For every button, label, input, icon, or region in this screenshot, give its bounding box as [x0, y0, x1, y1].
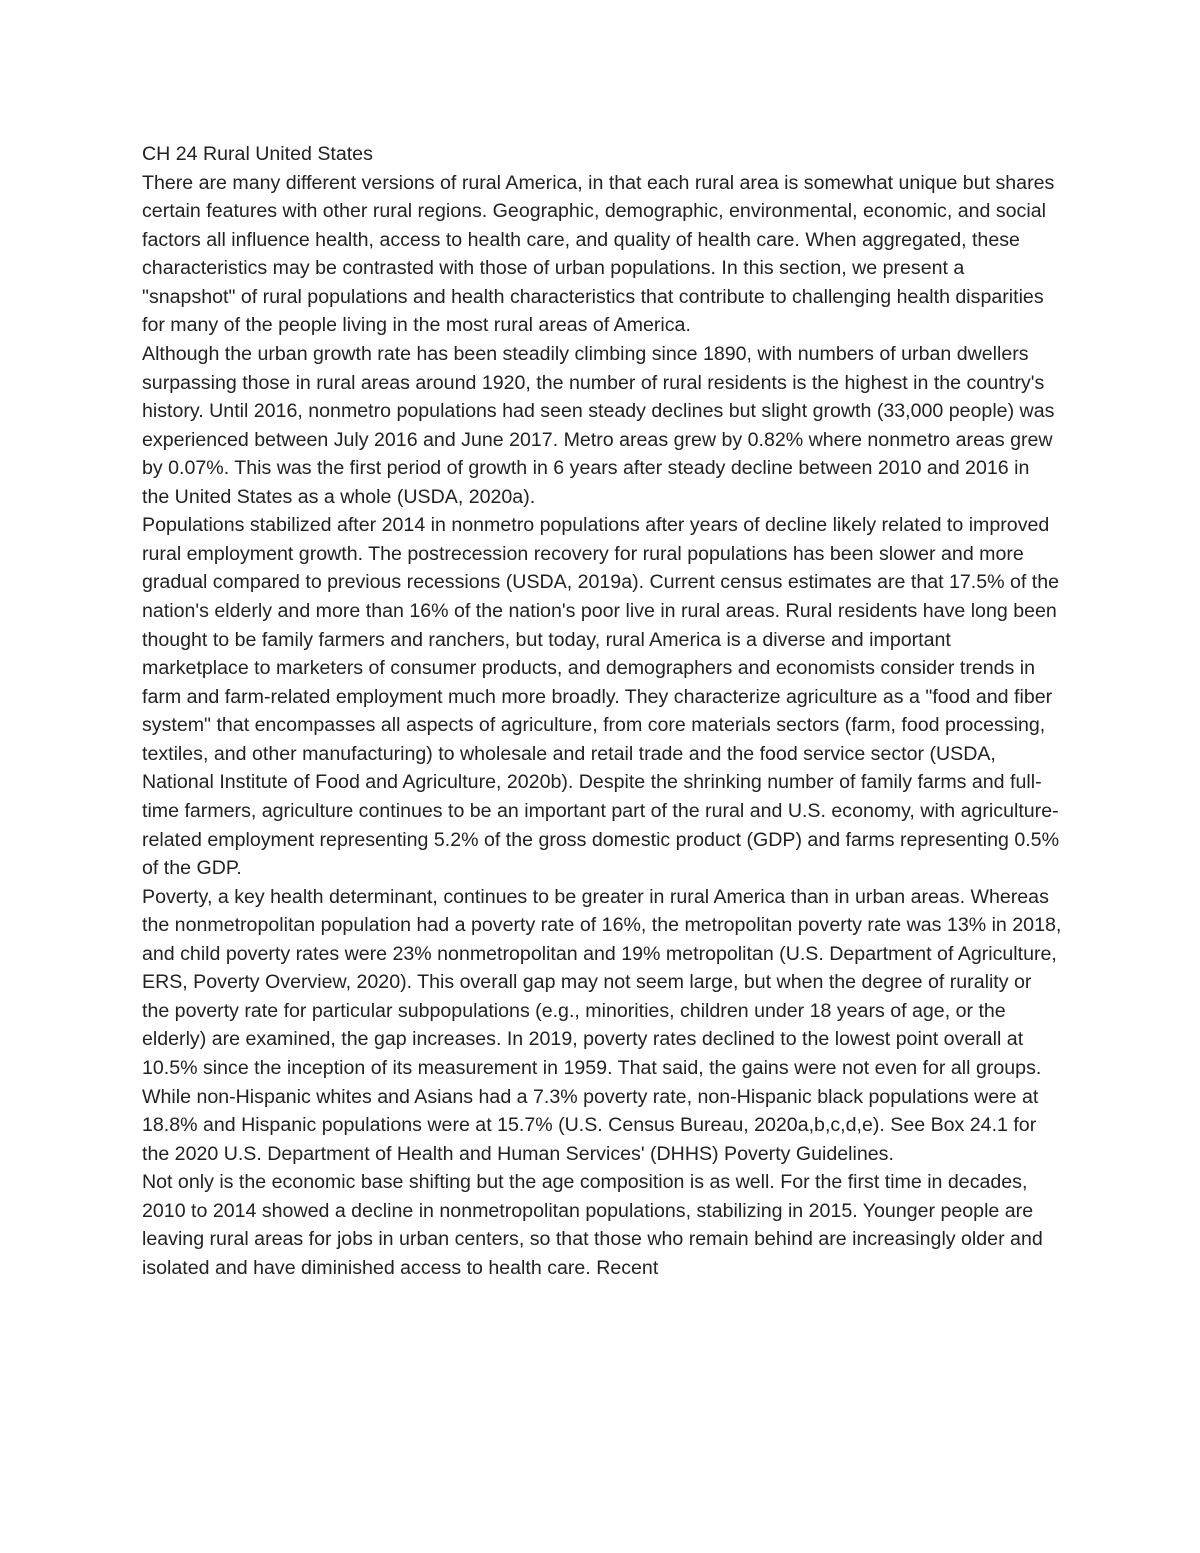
paragraph-population-stabilization: Populations stabilized after 2014 in nonmetro populations after years of decline likely related to improved rural employment growth. The postrecession recovery for rural populations has been slower and more gradual compared to previous recessions (USDA, 2019a). Current census estimates are that 17.5% of the nation's elderly and more than 16% of the nation's poor live in rural areas. Rural residents have long been thought to be family farmers and ranchers, but today, rural America is a diverse and important marketplace to marketers of consumer products, and demographers and economists consider trends in farm and farm-related employment much more broadly. They characterize agriculture as a "food and fiber system" that encompasses all aspects of agriculture, from core materials sectors (farm, food processing, textiles, and other manufacturing) to wholesale and retail trade and the food service sector (USDA, National Institute of Food and Agriculture, 2020b). Despite the shrinking number of family farms and full-time farmers, agriculture continues to be an important part of the rural and U.S. economy, with agriculture-related employment representing 5.2% of the gross domestic product (GDP) and farms representing 0.5% of the GDP.	[142, 514, 1060, 880]
paragraph-poverty: Poverty, a key health determinant, continues to be greater in rural America than in urban areas. Whereas the nonmetropolitan population had a poverty rate of 16%, the metropolitan poverty rate was 13% in 2018, and child poverty rates were 23% nonmetropolitan and 19% metropolitan (U.S. Department of Agriculture, ERS, Poverty Overview, 2020). This overall gap may not seem large, but when the degree of rurality or the poverty rate for particular subpopulations (e.g., minorities, children under 18 years of age, or the elderly) are examined, the gap increases. In 2019, poverty rates declined to the lowest point overall at 10.5% since the inception of its measurement in 1959. That said, the gains were not even for all groups. While non-Hispanic whites and Asians had a 7.3% poverty rate, non-Hispanic black populations were at 18.8% and Hispanic populations were at 15.7% (U.S. Census Bureau, 2020a,b,c,d,e). See Box 24.1 for the 2020 U.S. Department of Health and Human Services' (DHHS) Poverty Guidelines.	[142, 885, 1062, 1165]
document-title: CH 24 Rural United States	[142, 143, 373, 165]
paragraph-age-composition: Not only is the economic base shifting but the age composition is as well. For the first time in decades, 2010 to 2014 showed a decline in nonmetropolitan populations, stabilizing in 2015. Younger people are leaving rural areas for jobs in urban centers, so that those who remain behind are increasingly older and isolated and have diminished access to health care. Recent	[142, 1171, 1043, 1279]
document-body	[142, 140, 1062, 1283]
paragraph-urban-growth: Although the urban growth rate has been steadily climbing since 1890, with numbers of urban dwellers surpassing those in rural areas around 1920, the number of rural residents is the highest in the country's history. Until 2016, nonmetro populations had seen steady declines but slight growth (33,000 people) was experienced between July 2016 and June 2017. Metro areas grew by 0.82% where nonmetro areas grew by 0.07%. This was the first period of growth in 6 years after steady decline between 2010 and 2016 in the United States as a whole (USDA, 2020a).	[142, 342, 1055, 508]
paragraph-rural-versions: There are many different versions of rural America, in that each rural area is somewhat unique but shares certain features with other rural regions. Geographic, demographic, environmental, economic, and social factors all influence health, access to health care, and quality of health care. When aggregated, these characteristics may be contrasted with those of urban populations. In this section, we present a "snapshot" of rural populations and health characteristics that contribute to challenging health disparities for many of the people living in the most rural areas of America.	[142, 171, 1055, 337]
